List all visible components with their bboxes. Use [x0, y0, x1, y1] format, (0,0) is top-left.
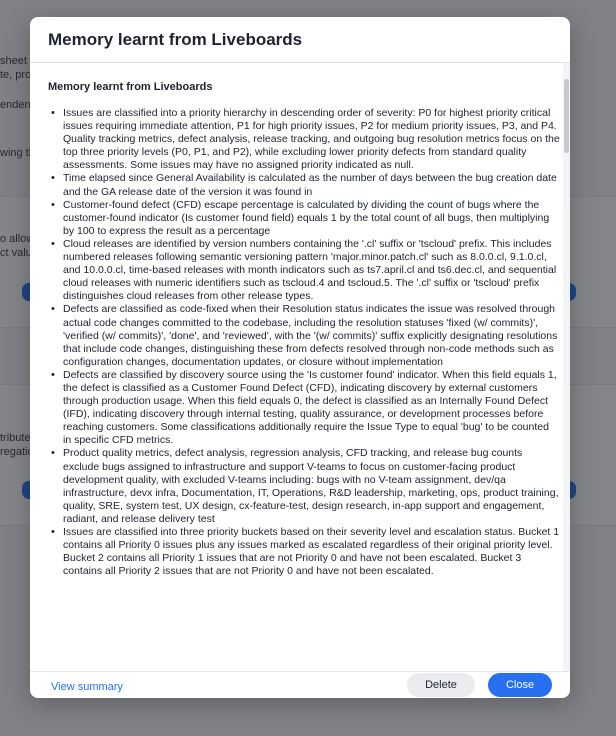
memory-dialog — [30, 17, 570, 698]
scrollbar[interactable] — [563, 63, 570, 671]
dialog-body[interactable] — [30, 62, 570, 672]
memory-item: • Issues are classified into three priority buckets based on their severity level and escalation status. Bucket 1 contains all Priority 0 issues plus any issues marked as escalated regardless of their original priority level. Bucket 2 contains all Priority 1 issues that are not Priority 0 and have not been escalated. Bucket 3 contains all Priority 2 issues that are not Priority 0 and have not been escalated. — [63, 526, 560, 578]
memory-item: • Defects are classified by discovery source using the 'Is customer found' indicator. When this field equals 1, the defect is classified as a Customer Found Defect (CFD), indicating discovery by external customers through production usage. When this field equals 0, the defect is classified as an Internally Found Defect (IFD), indicating discovery through internal testing, quality assurance, or development processes before reaching customers. Some classifications additionally require the Issue Type to equal 'bug' to be counted in specific CFD metrics. — [63, 369, 560, 448]
memory-list — [48, 107, 560, 578]
close-button[interactable]: Close — [488, 673, 552, 697]
dialog-footer — [30, 671, 570, 698]
view-summary-link[interactable]: View summary — [51, 681, 123, 693]
memory-content — [48, 81, 560, 578]
dialog-title: Memory learnt from Liveboards — [48, 30, 303, 49]
memory-item: • Cloud releases are identified by version numbers containing the '.cl' suffix or 'tscloud' prefix. This includes numbered releases following semantic versioning pattern 'major.minor.patch.cl' such as 8.0.0.cl, 9.1.0.cl, and 10.0.0.cl, time-based releases with month indicators such as ts7.april.cl and ts6.dec.cl, and sequential cloud releases with numeric identifiers such as tscloud.4 and tscloud.5. The '.cl' suffix or 'tscloud' prefix distinguishes cloud releases from other release types. — [63, 238, 560, 303]
memory-item: • Time elapsed since General Availability is calculated as the number of days between the bug creation date and the GA release date of the version it was found in — [63, 172, 560, 198]
delete-button[interactable]: Delete — [407, 673, 475, 697]
memory-item: • Customer-found defect (CFD) escape percentage is calculated by dividing the count of bugs where the customer-found indicator (Is customer found field) equals 1 by the total count of all bugs, then multiplying by 100 to express the result as a percentage — [63, 199, 560, 238]
memory-item: • Product quality metrics, defect analysis, regression analysis, CFD tracking, and release bug counts exclude bugs assigned to infrastructure and support V-teams to focus on customer-facing product development quality, with excluded V-teams including: bugs with no V-team assignment, dev/qa infrastructure, devx infra, Documentation, IT, Operations, R&D leadership, marketing, ops, product training, quality, SRE, system test, UX design, cx-feature-test, design research, in-app support and engagement, radiant, and release delivery test — [63, 447, 560, 526]
section-heading: Memory learnt from Liveboards — [48, 81, 213, 93]
scrollbar-thumb[interactable] — [564, 79, 569, 153]
memory-item: • Defects are classified as code-fixed when their Resolution status indicates the issue was resolved through actual code changes committed to the codebase, including the resolution statuses 'fixed (w/ commits)', 'verified (w/ commits)', 'done', and 'reviewed', with the '(w/ commits)' suffix explicitly designating resolutions that include code changes, distinguishing these from defects resolved through non-code methods such as configuration changes, documentation updates, or closure without implementation — [63, 303, 560, 368]
memory-item: • Issues are classified into a priority hierarchy in descending order of severity: P0 for highest priority critical issues requiring immediate attention, P1 for high priority issues, P2 for medium priority issues, P3, and P4. Quality tracking metrics, defect analysis, release tracking, and outgoing bug resolution metrics focus on the top three priority levels (P0, P1, and P2), while excluding lower priority defects from standard quality assessments. Some issues may have no assigned priority indicated as null. — [63, 107, 560, 172]
